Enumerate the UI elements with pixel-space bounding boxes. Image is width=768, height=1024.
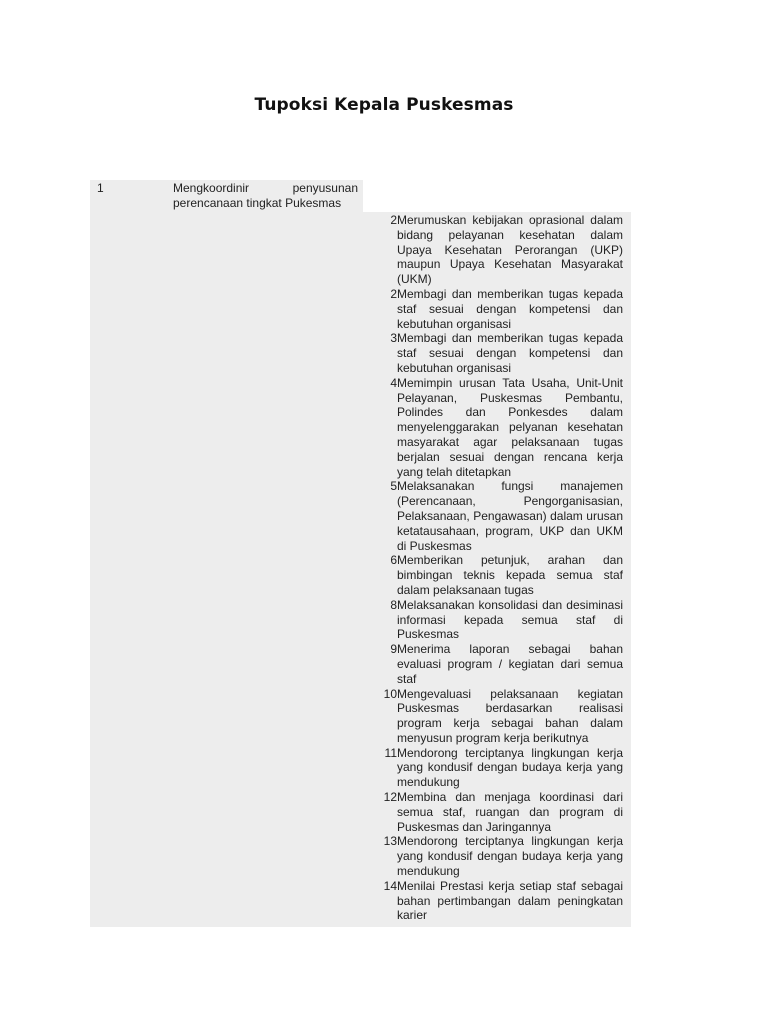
- row-text: Melaksanakan konsolidasi dan desiminasi informasi kepada semua staf di Puskesmas: [397, 597, 623, 642]
- row-number: 1: [97, 181, 104, 195]
- row-number: 10: [383, 686, 397, 701]
- row-number: 8: [390, 597, 397, 612]
- table-row: [363, 331, 631, 375]
- row-number: 14: [383, 878, 397, 893]
- row-number-cell: [363, 287, 397, 331]
- table-row: [363, 642, 631, 686]
- row-number-cell: [363, 598, 397, 642]
- row-number-cell: [363, 213, 397, 287]
- row-number-cell: [363, 879, 397, 923]
- table-row: [363, 879, 631, 923]
- row-number: 13: [383, 834, 397, 849]
- row-text: Menerima laporan sebagai bahan evaluasi program / kegiatan dari semua staf: [397, 642, 623, 686]
- table-left-column-background: [90, 180, 363, 927]
- row-number: 3: [390, 331, 397, 346]
- row-number: 4: [390, 375, 397, 390]
- row-number: 2: [390, 286, 397, 301]
- table-row: [363, 213, 631, 287]
- row-text: Membagi dan memberikan tugas kepada staf sesuai dengan kompetensi dan kebutuhan organisasi: [397, 286, 623, 331]
- row-number: 2: [390, 213, 397, 227]
- row-number-cell: [363, 642, 397, 686]
- row-text: Merumuskan kebijakan oprasional dalam bidang pelayanan kesehatan dalam Upaya Kesehatan Perorangan (UKP) maupun Upaya Kesehatan Masyarakat (UKM): [397, 213, 623, 287]
- row-text: Memberikan petunjuk, arahan dan bimbingan teknis kepada semua staf dalam pelaksanaan tugas: [397, 553, 623, 597]
- row-number: 6: [390, 553, 397, 568]
- table-row: [363, 287, 631, 331]
- row-number-cell: [363, 790, 397, 834]
- table-row: [363, 746, 631, 790]
- row-text: Mendorong terciptanya lingkungan kerja yang kondusif dengan budaya kerja yang mendukung: [397, 834, 623, 879]
- table-row: [363, 479, 631, 553]
- row-text: Menilai Prestasi kerja setiap staf sebagai bahan pertimbangan dalam peningkatan karier: [397, 878, 623, 923]
- row-number-cell: [363, 553, 397, 597]
- table-row: [363, 376, 631, 480]
- row-text: Melaksanakan fungsi manajemen (Perencanaan, Pengorganisasian, Pelaksanaan, Pengawasan) dalam urusan ketatausahaan, program, UKP dan UKM di Puskesmas: [397, 479, 623, 553]
- row-number-cell: [363, 479, 397, 553]
- row-number-cell: [363, 687, 397, 746]
- page-title: Tupoksi Kepala Puskesmas: [254, 95, 514, 115]
- row-number-cell: [363, 376, 397, 480]
- row-number-cell: [363, 746, 397, 790]
- table-row: [363, 687, 631, 746]
- table-row: [363, 553, 631, 597]
- row-number: 5: [390, 479, 397, 494]
- row-number: 11: [384, 745, 397, 760]
- table-row: [363, 834, 631, 878]
- row-text: Membagi dan memberikan tugas kepada staf sesuai dengan kompetensi dan kebutuhan organisasi: [397, 331, 623, 375]
- task-list: [363, 213, 631, 923]
- table-row: [363, 598, 631, 642]
- row-number-cell: [363, 834, 397, 878]
- row-number: 12: [383, 790, 397, 805]
- row-text: Mengkoordinir penyusunan perencanaan tingkat Pukesmas: [173, 181, 358, 210]
- row-text: Mendorong terciptanya lingkungan kerja yang kondusif dengan budaya kerja yang mendukung: [397, 745, 623, 790]
- row-text: Membina dan menjaga koordinasi dari semua staf, ruangan dan program di Puskesmas dan Jaringannya: [397, 790, 623, 834]
- row-text: Mengevaluasi pelaksanaan kegiatan Puskesmas berdasarkan realisasi program kerja sebagai bahan dalam menyusun program kerja berikutnya: [397, 686, 623, 745]
- row-number: 9: [390, 642, 397, 657]
- row-number-cell: [363, 331, 397, 375]
- row-text: Memimpin urusan Tata Usaha, Unit-Unit Pelayanan, Puskesmas Pembantu, Polindes dan Ponkesdes dalam menyelenggarakan pelyanan kesehatan masyarakat agar pelaksanaan tugas berjalan sesuai dengan rencana kerja yang telah ditetapkan: [397, 375, 623, 479]
- table-row: [363, 790, 631, 834]
